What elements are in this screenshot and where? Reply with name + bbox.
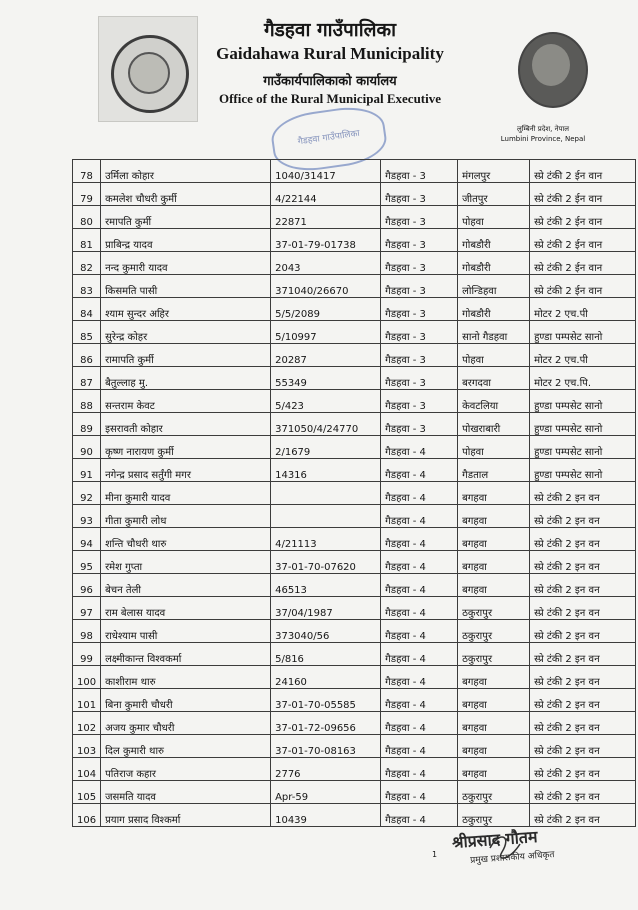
serial-number-cell: 83 — [73, 275, 101, 298]
village-cell: बगहवा — [458, 712, 530, 735]
ward-cell: गैडहवा - 3 — [381, 183, 458, 206]
serial-number-cell: 106 — [73, 804, 101, 827]
village-cell: ठकुरापुर — [458, 620, 530, 643]
name-cell: नगेन्द्र प्रसाद सर्तुंगी मगर — [101, 459, 271, 482]
name-cell: कृष्ण नारायण कुर्मी — [101, 436, 271, 459]
citizenship-id-cell: 20287 — [271, 344, 381, 367]
item-cell: स्प्रे टंकी 2 इन वन — [530, 735, 636, 758]
village-cell: बगहवा — [458, 666, 530, 689]
ward-cell: गैडहवा - 3 — [381, 344, 458, 367]
item-cell: मोटर 2 एच.पी — [530, 298, 636, 321]
village-cell: बगहवा — [458, 482, 530, 505]
item-cell: स्प्रे टंकी 2 ईन वान — [530, 160, 636, 183]
table-row — [73, 390, 636, 413]
citizenship-id-cell: 4/22144 — [271, 183, 381, 206]
item-cell: स्प्रे टंकी 2 इन वन — [530, 505, 636, 528]
name-cell: गीता कुमारी लोध — [101, 505, 271, 528]
serial-number-cell: 81 — [73, 229, 101, 252]
table-row — [73, 436, 636, 459]
name-cell: राधेश्याम पासी — [101, 620, 271, 643]
ward-cell: गैडहवा - 4 — [381, 505, 458, 528]
ward-cell: गैडहवा - 3 — [381, 390, 458, 413]
ward-cell: गैडहवा - 3 — [381, 367, 458, 390]
serial-number-cell: 97 — [73, 597, 101, 620]
ward-cell: गैडहवा - 3 — [381, 298, 458, 321]
item-cell: स्प्रे टंकी 2 इन वन — [530, 551, 636, 574]
table-row — [73, 574, 636, 597]
serial-number-cell: 104 — [73, 758, 101, 781]
name-cell: पतिराज कहार — [101, 758, 271, 781]
ward-cell: गैडहवा - 4 — [381, 597, 458, 620]
stamp-text: गैडहवा गाउँपालिका — [297, 128, 361, 148]
item-cell: स्प्रे टंकी 2 इन वन — [530, 643, 636, 666]
ward-cell: गैडहवा - 3 — [381, 275, 458, 298]
emblem-seal-icon — [111, 35, 189, 113]
village-cell: गैडताल — [458, 459, 530, 482]
table-row — [73, 413, 636, 436]
citizenship-id-cell: 24160 — [271, 666, 381, 689]
citizenship-id-cell: 4/21113 — [271, 528, 381, 551]
citizenship-id-cell: 10439 — [271, 804, 381, 827]
citizenship-id-cell: 37-01-79-01738 — [271, 229, 381, 252]
table-row — [73, 482, 636, 505]
item-cell: स्प्रे टंकी 2 इन वन — [530, 620, 636, 643]
beneficiary-table — [72, 159, 636, 827]
serial-number-cell: 78 — [73, 160, 101, 183]
table-row — [73, 229, 636, 252]
serial-number-cell: 103 — [73, 735, 101, 758]
name-cell: नन्द कुमारी यादव — [101, 252, 271, 275]
serial-number-cell: 90 — [73, 436, 101, 459]
ward-cell: गैडहवा - 4 — [381, 574, 458, 597]
office-title-english: Office of the Rural Municipal Executive — [218, 91, 442, 106]
name-cell: शन्ति चौधरी थारु — [101, 528, 271, 551]
table-row — [73, 781, 636, 804]
name-cell: अजय कुमार चौधरी — [101, 712, 271, 735]
table-row — [73, 643, 636, 666]
table-row — [73, 459, 636, 482]
name-cell: कमलेश चौधरी कुर्मी — [101, 183, 271, 206]
item-cell: स्प्रे टंकी 2 ईन वान — [530, 252, 636, 275]
serial-number-cell: 99 — [73, 643, 101, 666]
citizenship-id-cell: 371050/4/24770 — [271, 413, 381, 436]
village-cell: गोबडौरी — [458, 252, 530, 275]
citizenship-id-cell: 5/10997 — [271, 321, 381, 344]
table-row — [73, 666, 636, 689]
village-cell: गोबडौरी — [458, 298, 530, 321]
village-cell: पोहवा — [458, 344, 530, 367]
name-cell: राम बेलास यादव — [101, 597, 271, 620]
item-cell: स्प्रे टंकी 2 इन वन — [530, 482, 636, 505]
item-cell: स्प्रे टंकी 2 ईन वान — [530, 206, 636, 229]
village-cell: लोन्डिहवा — [458, 275, 530, 298]
name-cell: लक्ष्मीकान्त विश्वकर्मा — [101, 643, 271, 666]
citizenship-id-cell: 14316 — [271, 459, 381, 482]
item-cell: स्प्रे टंकी 2 इन वन — [530, 781, 636, 804]
ward-cell: गैडहवा - 4 — [381, 459, 458, 482]
village-cell: ठकुरापुर — [458, 804, 530, 827]
table-row — [73, 620, 636, 643]
village-cell: मंगलपुर — [458, 160, 530, 183]
municipality-seal-icon — [532, 44, 570, 86]
table-row — [73, 551, 636, 574]
name-cell: जसमति यादव — [101, 781, 271, 804]
citizenship-id-cell: 373040/56 — [271, 620, 381, 643]
province-nepali: लुम्बिनी प्रदेश, नेपाल — [516, 125, 570, 133]
table-row — [73, 252, 636, 275]
ward-cell: गैडहवा - 4 — [381, 528, 458, 551]
citizenship-id-cell: 2043 — [271, 252, 381, 275]
serial-number-cell: 89 — [73, 413, 101, 436]
citizenship-id-cell: 37-01-70-07620 — [271, 551, 381, 574]
municipality-logo — [518, 32, 588, 108]
table-row — [73, 206, 636, 229]
name-cell: किसमति पासी — [101, 275, 271, 298]
name-cell: बिना कुमारी चौधरी — [101, 689, 271, 712]
village-cell: बगहवा — [458, 528, 530, 551]
item-cell: मोटर 2 एच.पि. — [530, 367, 636, 390]
name-cell: प्रयाग प्रसाद विश्कर्मा — [101, 804, 271, 827]
ward-cell: गैडहवा - 4 — [381, 643, 458, 666]
citizenship-id-cell: 37-01-70-08163 — [271, 735, 381, 758]
village-cell: बगहवा — [458, 551, 530, 574]
citizenship-id-cell: 37-01-70-05585 — [271, 689, 381, 712]
item-cell: मोटर 2 एच.पी — [530, 344, 636, 367]
item-cell: स्प्रे टंकी 2 इन वन — [530, 597, 636, 620]
name-cell: प्राबिन्द्र यादव — [101, 229, 271, 252]
item-cell: स्प्रे टंकी 2 इन वन — [530, 758, 636, 781]
name-cell: दिल कुमारी थारु — [101, 735, 271, 758]
citizenship-id-cell — [271, 482, 381, 505]
village-cell: बगहवा — [458, 689, 530, 712]
office-title-nepali: गाउँकार्यपालिकाको कार्यालय — [263, 74, 397, 89]
serial-number-cell: 85 — [73, 321, 101, 344]
table-row — [73, 712, 636, 735]
citizenship-id-cell: 371040/26670 — [271, 275, 381, 298]
ward-cell: गैडहवा - 4 — [381, 781, 458, 804]
signatory-role: प्रमुख प्रशासकीय अधिकृत — [469, 850, 555, 866]
citizenship-id-cell: 5/816 — [271, 643, 381, 666]
item-cell: हुण्डा पम्पसेट सानो — [530, 321, 636, 344]
citizenship-id-cell: 37/04/1987 — [271, 597, 381, 620]
citizenship-id-cell: 2/1679 — [271, 436, 381, 459]
ward-cell: गैडहवा - 4 — [381, 620, 458, 643]
signatory-name: श्रीप्रसाद गौतम — [451, 827, 539, 852]
serial-number-cell: 95 — [73, 551, 101, 574]
village-cell: सानो गैडहवा — [458, 321, 530, 344]
village-cell: पोहवा — [458, 436, 530, 459]
village-cell: केवटलिया — [458, 390, 530, 413]
citizenship-id-cell: 22871 — [271, 206, 381, 229]
name-cell: रामापति कुर्मी — [101, 344, 271, 367]
village-cell: ठकुरापुर — [458, 781, 530, 804]
village-cell: बरगदवा — [458, 367, 530, 390]
table-row — [73, 183, 636, 206]
serial-number-cell: 96 — [73, 574, 101, 597]
table-row — [73, 298, 636, 321]
citizenship-id-cell: 46513 — [271, 574, 381, 597]
village-cell: ठकुरापुर — [458, 643, 530, 666]
item-cell: हुण्डा पम्पसेट सानो — [530, 436, 636, 459]
name-cell: श्याम सुन्दर अहिर — [101, 298, 271, 321]
citizenship-id-cell: 5/423 — [271, 390, 381, 413]
item-cell: स्प्रे टंकी 2 ईन वान — [530, 275, 636, 298]
name-cell: काशीराम थारु — [101, 666, 271, 689]
ward-cell: गैडहवा - 4 — [381, 551, 458, 574]
ward-cell: गैडहवा - 4 — [381, 804, 458, 827]
serial-number-cell: 84 — [73, 298, 101, 321]
item-cell: स्प्रे टंकी 2 ईन वान — [530, 229, 636, 252]
item-cell: स्प्रे टंकी 2 इन वन — [530, 689, 636, 712]
ward-cell: गैडहवा - 4 — [381, 712, 458, 735]
serial-number-cell: 94 — [73, 528, 101, 551]
item-cell: हुण्डा पम्पसेट सानो — [530, 413, 636, 436]
ward-cell: गैडहवा - 4 — [381, 436, 458, 459]
province-english: Lumbini Province, Nepal — [500, 135, 586, 143]
ward-cell: गैडहवा - 3 — [381, 206, 458, 229]
item-cell: स्प्रे टंकी 2 इन वन — [530, 574, 636, 597]
citizenship-id-cell: 5/5/2089 — [271, 298, 381, 321]
item-cell: स्प्रे टंकी 2 इन वन — [530, 666, 636, 689]
item-cell: स्प्रे टंकी 2 ईन वान — [530, 183, 636, 206]
serial-number-cell: 98 — [73, 620, 101, 643]
ward-cell: गैडहवा - 4 — [381, 666, 458, 689]
name-cell: इसरावती कोहार — [101, 413, 271, 436]
serial-number-cell: 101 — [73, 689, 101, 712]
name-cell: उर्मिला कोहार — [101, 160, 271, 183]
page-mark: 1 — [432, 850, 438, 859]
serial-number-cell: 80 — [73, 206, 101, 229]
village-cell: ठकुरापुर — [458, 597, 530, 620]
serial-number-cell: 82 — [73, 252, 101, 275]
serial-number-cell: 100 — [73, 666, 101, 689]
name-cell: रमेश गुप्ता — [101, 551, 271, 574]
table-row — [73, 528, 636, 551]
citizenship-id-cell: 55349 — [271, 367, 381, 390]
village-cell: जीतपुर — [458, 183, 530, 206]
serial-number-cell: 92 — [73, 482, 101, 505]
table-row — [73, 804, 636, 827]
table-row — [73, 344, 636, 367]
table-row — [73, 735, 636, 758]
village-cell: बगहवा — [458, 574, 530, 597]
province-label — [488, 124, 598, 144]
table-row — [73, 758, 636, 781]
beneficiary-table-body — [73, 160, 636, 827]
item-cell: स्प्रे टंकी 2 इन वन — [530, 804, 636, 827]
name-cell: सुरेन्द्र कोहर — [101, 321, 271, 344]
item-cell: हुण्डा पम्पसेट सानो — [530, 390, 636, 413]
table-row — [73, 367, 636, 390]
name-cell: बेचन तेली — [101, 574, 271, 597]
ward-cell: गैडहवा - 3 — [381, 413, 458, 436]
village-cell: बगहवा — [458, 758, 530, 781]
table-row — [73, 505, 636, 528]
name-cell: सन्तराम केवट — [101, 390, 271, 413]
serial-number-cell: 79 — [73, 183, 101, 206]
village-cell: बगहवा — [458, 735, 530, 758]
citizenship-id-cell — [271, 505, 381, 528]
ward-cell: गैडहवा - 4 — [381, 758, 458, 781]
municipality-title-nepali: गैडहवा गाउँपालिका — [263, 19, 397, 41]
serial-number-cell: 88 — [73, 390, 101, 413]
municipality-title-english: Gaidahawa Rural Municipality — [216, 44, 444, 63]
table-row — [73, 321, 636, 344]
citizenship-id-cell: 1040/31417 — [271, 160, 381, 183]
ward-cell: गैडहवा - 3 — [381, 321, 458, 344]
ward-cell: गैडहवा - 3 — [381, 252, 458, 275]
serial-number-cell: 91 — [73, 459, 101, 482]
citizenship-id-cell: Apr-59 — [271, 781, 381, 804]
citizenship-id-cell: 37-01-72-09656 — [271, 712, 381, 735]
village-cell: पोखराबारी — [458, 413, 530, 436]
village-cell: पोहवा — [458, 206, 530, 229]
ward-cell: गैडहवा - 4 — [381, 482, 458, 505]
serial-number-cell: 102 — [73, 712, 101, 735]
citizenship-id-cell: 2776 — [271, 758, 381, 781]
item-cell: स्प्रे टंकी 2 इन वन — [530, 712, 636, 735]
table-row — [73, 597, 636, 620]
village-cell: बगहवा — [458, 505, 530, 528]
item-cell: हुण्डा पम्पसेट सानो — [530, 459, 636, 482]
item-cell: स्प्रे टंकी 2 इन वन — [530, 528, 636, 551]
table-row — [73, 160, 636, 183]
ward-cell: गैडहवा - 3 — [381, 229, 458, 252]
table-row — [73, 275, 636, 298]
serial-number-cell: 86 — [73, 344, 101, 367]
serial-number-cell: 105 — [73, 781, 101, 804]
table-row — [73, 689, 636, 712]
village-cell: गोबडौरी — [458, 229, 530, 252]
ward-cell: गैडहवा - 4 — [381, 689, 458, 712]
name-cell: मीना कुमारी यादव — [101, 482, 271, 505]
ward-cell: गैडहवा - 4 — [381, 735, 458, 758]
name-cell: रमापति कुर्मी — [101, 206, 271, 229]
serial-number-cell: 93 — [73, 505, 101, 528]
name-cell: बैतुल्लाह मु. — [101, 367, 271, 390]
ward-cell: गैडहवा - 3 — [381, 160, 458, 183]
serial-number-cell: 87 — [73, 367, 101, 390]
